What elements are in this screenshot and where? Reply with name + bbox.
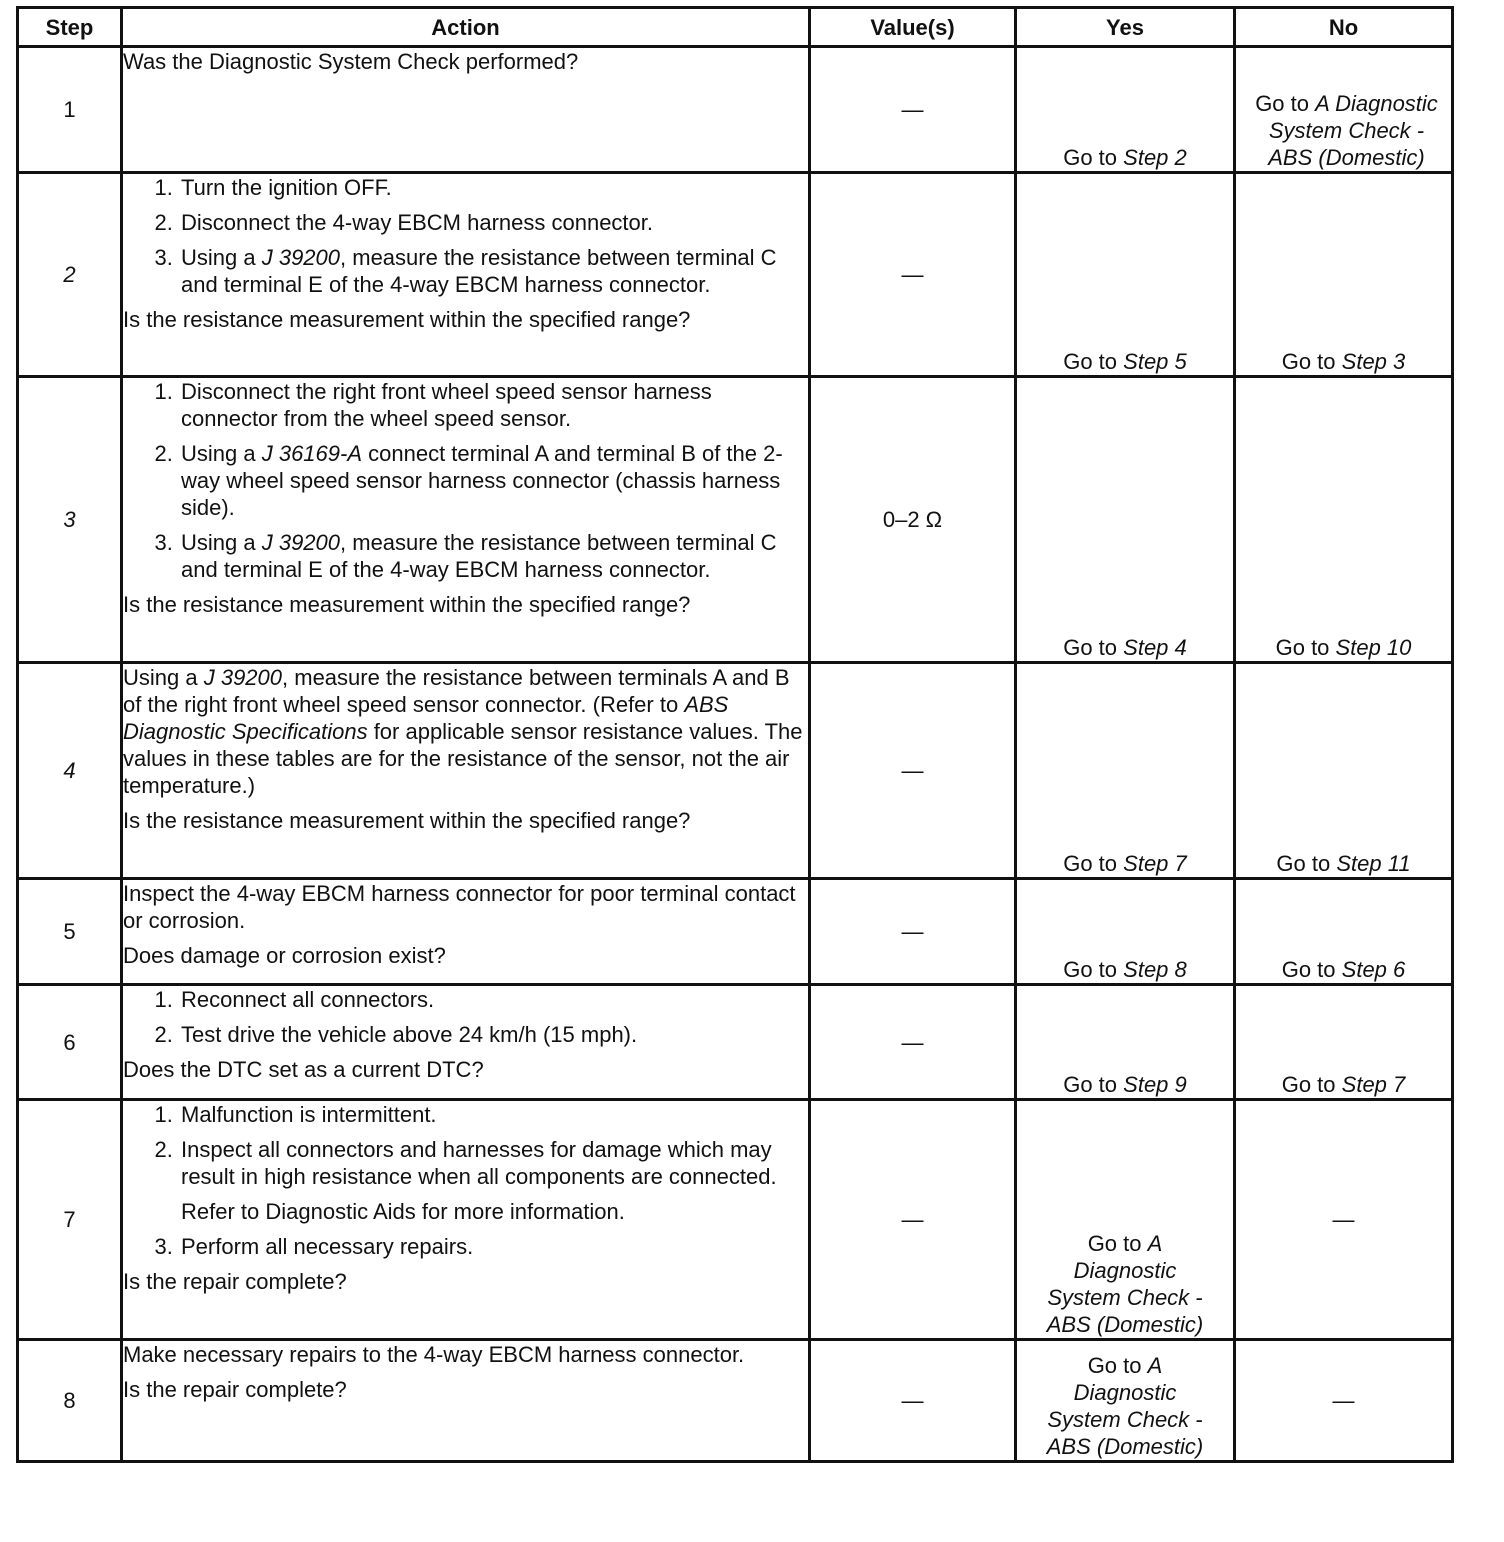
- action-step: 3. Perform all necessary repairs.: [179, 1233, 808, 1260]
- action-cell: [122, 1340, 810, 1462]
- action-step: 2. Disconnect the 4-way EBCM harness connector.: [179, 209, 808, 236]
- action-step: 3. Using a J 39200, measure the resistance between terminal C and terminal E of the 4-way EBCM harness connector.: [179, 529, 808, 583]
- action-question: Is the repair complete?: [123, 1377, 347, 1402]
- step-number: 1: [18, 47, 122, 173]
- action-steps: [123, 1101, 808, 1260]
- no-link[interactable]: A Diagnostic System Check - ABS (Domestic): [1268, 91, 1438, 170]
- spec-reference[interactable]: ABS Diagnostic Specifications: [123, 692, 729, 744]
- value-cell: —: [810, 663, 1016, 879]
- no-cell: [1235, 47, 1453, 173]
- tool-name: J 39200: [261, 245, 341, 270]
- action-cell: [122, 47, 810, 173]
- no-cell: —: [1235, 1100, 1453, 1340]
- action-cell: [122, 985, 810, 1100]
- table-row: [18, 1100, 1453, 1340]
- yes-link[interactable]: Step 7: [1123, 851, 1187, 876]
- action-question: Is the resistance measurement within the specified range?: [123, 592, 691, 617]
- value-cell: 0–2 Ω: [810, 377, 1016, 663]
- yes-cell: [1016, 173, 1235, 377]
- action-step: 1. Malfunction is intermittent.: [179, 1101, 808, 1128]
- value-cell: —: [810, 985, 1016, 1100]
- no-link[interactable]: Step 10: [1335, 635, 1412, 660]
- yes-cell: [1016, 1340, 1235, 1462]
- action-cell: [122, 173, 810, 377]
- value-cell: —: [810, 879, 1016, 985]
- action-step: 2. Using a J 36169-A connect terminal A and terminal B of the 2-way wheel speed sensor harness connector (chassis harness side).: [179, 440, 808, 521]
- yes-prefix: Go to: [1087, 1353, 1142, 1378]
- action-steps: [123, 986, 808, 1048]
- tool-name: J 39200: [261, 530, 341, 555]
- yes-prefix: Go to: [1063, 851, 1118, 876]
- table-row: [18, 879, 1453, 985]
- no-prefix: Go to: [1281, 1072, 1336, 1097]
- no-prefix: Go to: [1255, 91, 1309, 116]
- action-cell: [122, 1100, 810, 1340]
- step-number: 7: [18, 1100, 122, 1340]
- tool-name: J 39200: [203, 665, 283, 690]
- action-cell: [122, 879, 810, 985]
- action-note: Refer to Diagnostic Aids for more information.: [181, 1199, 625, 1224]
- yes-prefix: Go to: [1063, 349, 1118, 374]
- header-values: Value(s): [810, 8, 1016, 47]
- tool-name: J 36169-A: [261, 441, 363, 466]
- action-step: 1. Disconnect the right front wheel speed sensor harness connector from the wheel speed sensor.: [179, 378, 808, 432]
- action-question: Does the DTC set as a current DTC?: [123, 1057, 484, 1082]
- action-text: Inspect the 4-way EBCM harness connector for poor terminal contact or corrosion.: [123, 881, 796, 933]
- action-step: 2. Test drive the vehicle above 24 km/h (15 mph).: [179, 1021, 808, 1048]
- action-steps: [123, 378, 808, 583]
- yes-cell: [1016, 879, 1235, 985]
- action-question: Is the resistance measurement within the specified range?: [123, 307, 691, 332]
- value-cell: —: [810, 47, 1016, 173]
- header-row: [18, 8, 1453, 47]
- yes-cell: [1016, 377, 1235, 663]
- yes-link[interactable]: Step 2: [1123, 145, 1187, 170]
- action-step: 1. Reconnect all connectors.: [179, 986, 808, 1013]
- action-question: Was the Diagnostic System Check performed?: [123, 49, 579, 74]
- step-number: 3: [18, 377, 122, 663]
- table-row: [18, 47, 1453, 173]
- action-question: Is the repair complete?: [123, 1269, 347, 1294]
- no-prefix: Go to: [1276, 851, 1331, 876]
- no-cell: [1235, 377, 1453, 663]
- table-row: [18, 663, 1453, 879]
- step-number: 5: [18, 879, 122, 985]
- no-cell: [1235, 173, 1453, 377]
- no-link[interactable]: Step 11: [1336, 851, 1411, 876]
- no-link[interactable]: Step 3: [1341, 349, 1406, 374]
- yes-cell: [1016, 47, 1235, 173]
- action-cell: [122, 663, 810, 879]
- action-step: 1. Turn the ignition OFF.: [179, 174, 808, 201]
- value-cell: —: [810, 1100, 1016, 1340]
- diagnostic-table: [16, 6, 1454, 1463]
- action-text: Using a J 39200, measure the resistance between terminals A and B of the right front wheel speed sensor connector. (Refer to ABS Diagnostic Specifications for applicable sensor resistance values. The values in these tables are for the resistance of the sensor, not the air temperature.): [123, 665, 803, 798]
- yes-link[interactable]: Step 9: [1123, 1072, 1187, 1097]
- step-number: 4: [18, 663, 122, 879]
- no-cell: —: [1235, 1340, 1453, 1462]
- yes-cell: [1016, 1100, 1235, 1340]
- action-step: 3. Using a J 39200, measure the resistance between terminal C and terminal E of the 4-way EBCM harness connector.: [179, 244, 808, 298]
- step-number: 8: [18, 1340, 122, 1462]
- table-row: [18, 173, 1453, 377]
- header-step: Step: [18, 8, 122, 47]
- yes-prefix: Go to: [1087, 1231, 1142, 1256]
- no-prefix: Go to: [1281, 349, 1336, 374]
- no-cell: [1235, 879, 1453, 985]
- no-prefix: Go to: [1275, 635, 1330, 660]
- yes-cell: [1016, 985, 1235, 1100]
- no-cell: [1235, 663, 1453, 879]
- no-link[interactable]: Step 6: [1341, 957, 1406, 982]
- yes-link[interactable]: A Diagnostic System Check - ABS (Domestic): [1046, 1353, 1204, 1459]
- action-step: 2. Inspect all connectors and harnesses for damage which may result in high resistance when all components are connected. Refer to Diagnostic Aids for more information.: [179, 1136, 808, 1225]
- header-yes: Yes: [1016, 8, 1235, 47]
- yes-link[interactable]: Step 4: [1123, 635, 1187, 660]
- table-row: [18, 1340, 1453, 1462]
- no-cell: [1235, 985, 1453, 1100]
- yes-link[interactable]: A Diagnostic System Check - ABS (Domestic): [1046, 1231, 1204, 1337]
- table-row: [18, 985, 1453, 1100]
- yes-prefix: Go to: [1063, 1072, 1118, 1097]
- value-cell: —: [810, 173, 1016, 377]
- table-row: [18, 377, 1453, 663]
- value-cell: —: [810, 1340, 1016, 1462]
- step-number: 2: [18, 173, 122, 377]
- yes-link[interactable]: Step 8: [1123, 957, 1187, 982]
- step-number: 6: [18, 985, 122, 1100]
- no-link[interactable]: Step 7: [1341, 1072, 1406, 1097]
- yes-prefix: Go to: [1063, 957, 1118, 982]
- action-question: Is the resistance measurement within the specified range?: [123, 808, 691, 833]
- yes-cell: [1016, 663, 1235, 879]
- header-no: No: [1235, 8, 1453, 47]
- action-steps: [123, 174, 808, 298]
- yes-link[interactable]: Step 5: [1123, 349, 1187, 374]
- header-action: Action: [122, 8, 810, 47]
- yes-prefix: Go to: [1063, 635, 1118, 660]
- action-question: Does damage or corrosion exist?: [123, 943, 446, 968]
- yes-prefix: Go to: [1063, 145, 1118, 170]
- action-cell: [122, 377, 810, 663]
- no-prefix: Go to: [1281, 957, 1336, 982]
- action-text: Make necessary repairs to the 4-way EBCM harness connector.: [123, 1342, 745, 1367]
